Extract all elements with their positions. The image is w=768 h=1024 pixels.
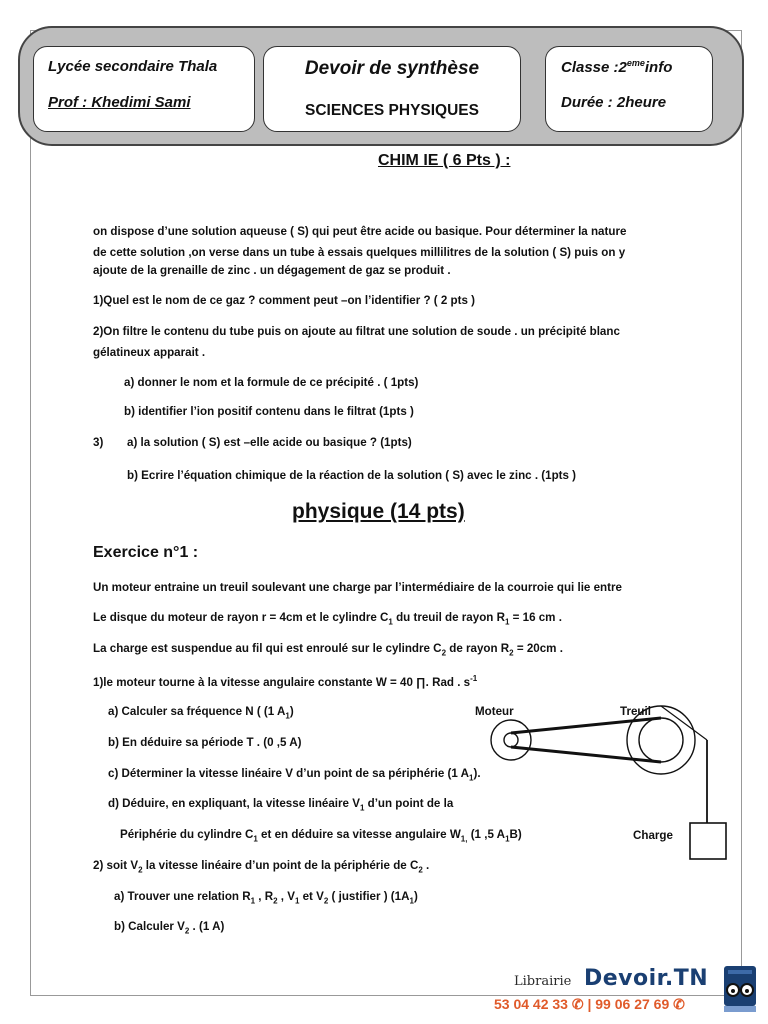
- belt-bottom: [511, 747, 661, 762]
- phys-intro-3: La charge est suspendue au fil qui est enroulé sur le cylindre $C_2$ de rayon $R_2 = 20cm$ .: [93, 642, 563, 658]
- book-glasses-icon: [720, 964, 760, 1016]
- charge-label: Charge: [633, 829, 673, 842]
- pulley-diagram: [470, 700, 740, 870]
- phys-q1a: a) Calculer sa fréquence N ( (1 $A_1$): [108, 705, 294, 721]
- moteur-label: Moteur: [475, 705, 514, 718]
- logo-brand: Devoir.TN: [584, 966, 709, 991]
- exercise-title: Exercice n°1 :: [93, 544, 199, 561]
- belt-top: [511, 718, 661, 733]
- phys-q1d-1: d) Déduire, en expliquant, la vitesse linéaire $V_1$ d’un point de la: [108, 797, 454, 813]
- devoir-tn-logo: [488, 960, 764, 1022]
- motor-disk-inner: [504, 733, 518, 747]
- phys-intro-1: Un moteur entraine un treuil soulevant une charge par l’intermédiaire de la courroie qui lie entre: [93, 581, 622, 594]
- phys-q1d-2: Périphérie du cylindre $C_1$ et en déduire sa vitesse angulaire $W_{1,}$ (1 ,5 $A_1B$): [120, 828, 522, 844]
- phys-q2b: b) Calculer $V_2$ . (1 A): [114, 920, 225, 936]
- class-label: Classe :2emeinfo: [561, 58, 673, 76]
- treuil-label: Treuil: [620, 705, 651, 718]
- phys-q2: 2) soit $V_2$ la vitesse linéaire d’un point de la périphérie de $C_2$ .: [93, 859, 430, 875]
- phys-q1c: c) Déterminer la vitesse linéaire V d’un point de sa périphérie (1 $A_1$).: [108, 767, 481, 783]
- chimie-q2a: a) donner le nom et la formule de ce précipité . ( 1pts): [124, 376, 419, 389]
- chimie-q2b: b) identifier l’ion positif contenu dans le filtrat (1pts ): [124, 405, 414, 418]
- duration-label: Durée : 2heure: [561, 94, 667, 111]
- phys-q1: 1)le moteur tourne à la vitesse angulaire constante W = 40 ∏. Rad . $s^{-1}$: [93, 674, 478, 689]
- chimie-intro-1: on dispose d’une solution aqueuse ( S) qui peut être acide ou basique. Pour déterminer la nature: [93, 225, 627, 238]
- prof-name: Prof : Khedimi Sami: [48, 94, 191, 111]
- phys-intro-2: Le disque du moteur de rayon r = 4cm et le cylindre $C_1$ du treuil de rayon $R_1 = 16$ cm .: [93, 611, 562, 627]
- motor-disk-outer: [491, 720, 531, 760]
- chimie-intro-3: ajoute de la grenaille de zinc . un dégagement de gaz se produit .: [93, 264, 451, 277]
- chimie-intro-2: de cette solution ,on verse dans un tube à essais quelques millilitres de la solution ( S) puis on y: [93, 246, 626, 259]
- chimie-q2-2: gélatineux apparait .: [93, 346, 206, 359]
- exam-title: Devoir de synthèse: [304, 58, 480, 79]
- winch-inner: [639, 718, 683, 762]
- school-name: Lycée secondaire Thala: [48, 58, 218, 75]
- chimie-heading: CHIM IE ( 6 Pts ) :: [378, 152, 511, 169]
- chimie-q3b: b) Ecrire l’équation chimique de la réaction de la solution ( S) avec le zinc . (1pts ): [127, 469, 577, 482]
- exam-subject: SCIENCES PHYSIQUES: [305, 102, 479, 119]
- phys-q2a: a) Trouver une relation $R_1$ , $R_2$ , $V_1$ et $V_2$ ( justifier ) $(1A_1)$: [114, 890, 418, 906]
- chimie-q3-number: 3): [93, 436, 104, 449]
- chimie-q3a: a) la solution ( S) est –elle acide ou basique ? (1pts): [127, 436, 412, 449]
- chimie-q2-1: 2)On filtre le contenu du tube puis on ajoute au filtrat une solution de soude . un précipité blanc: [93, 325, 620, 338]
- logo-phones: 53 04 42 33 ✆ | 99 06 27 69 ✆: [494, 996, 685, 1012]
- chimie-q1: 1)Quel est le nom de ce gaz ? comment peut –on l’identifier ? ( 2 pts ): [93, 294, 476, 307]
- physique-heading: physique (14 pts): [292, 500, 465, 523]
- charge-box: [690, 823, 726, 859]
- logo-librairie: Librairie: [514, 974, 572, 989]
- phys-q1b: b) En déduire sa période T . (0 ,5 A): [108, 736, 302, 749]
